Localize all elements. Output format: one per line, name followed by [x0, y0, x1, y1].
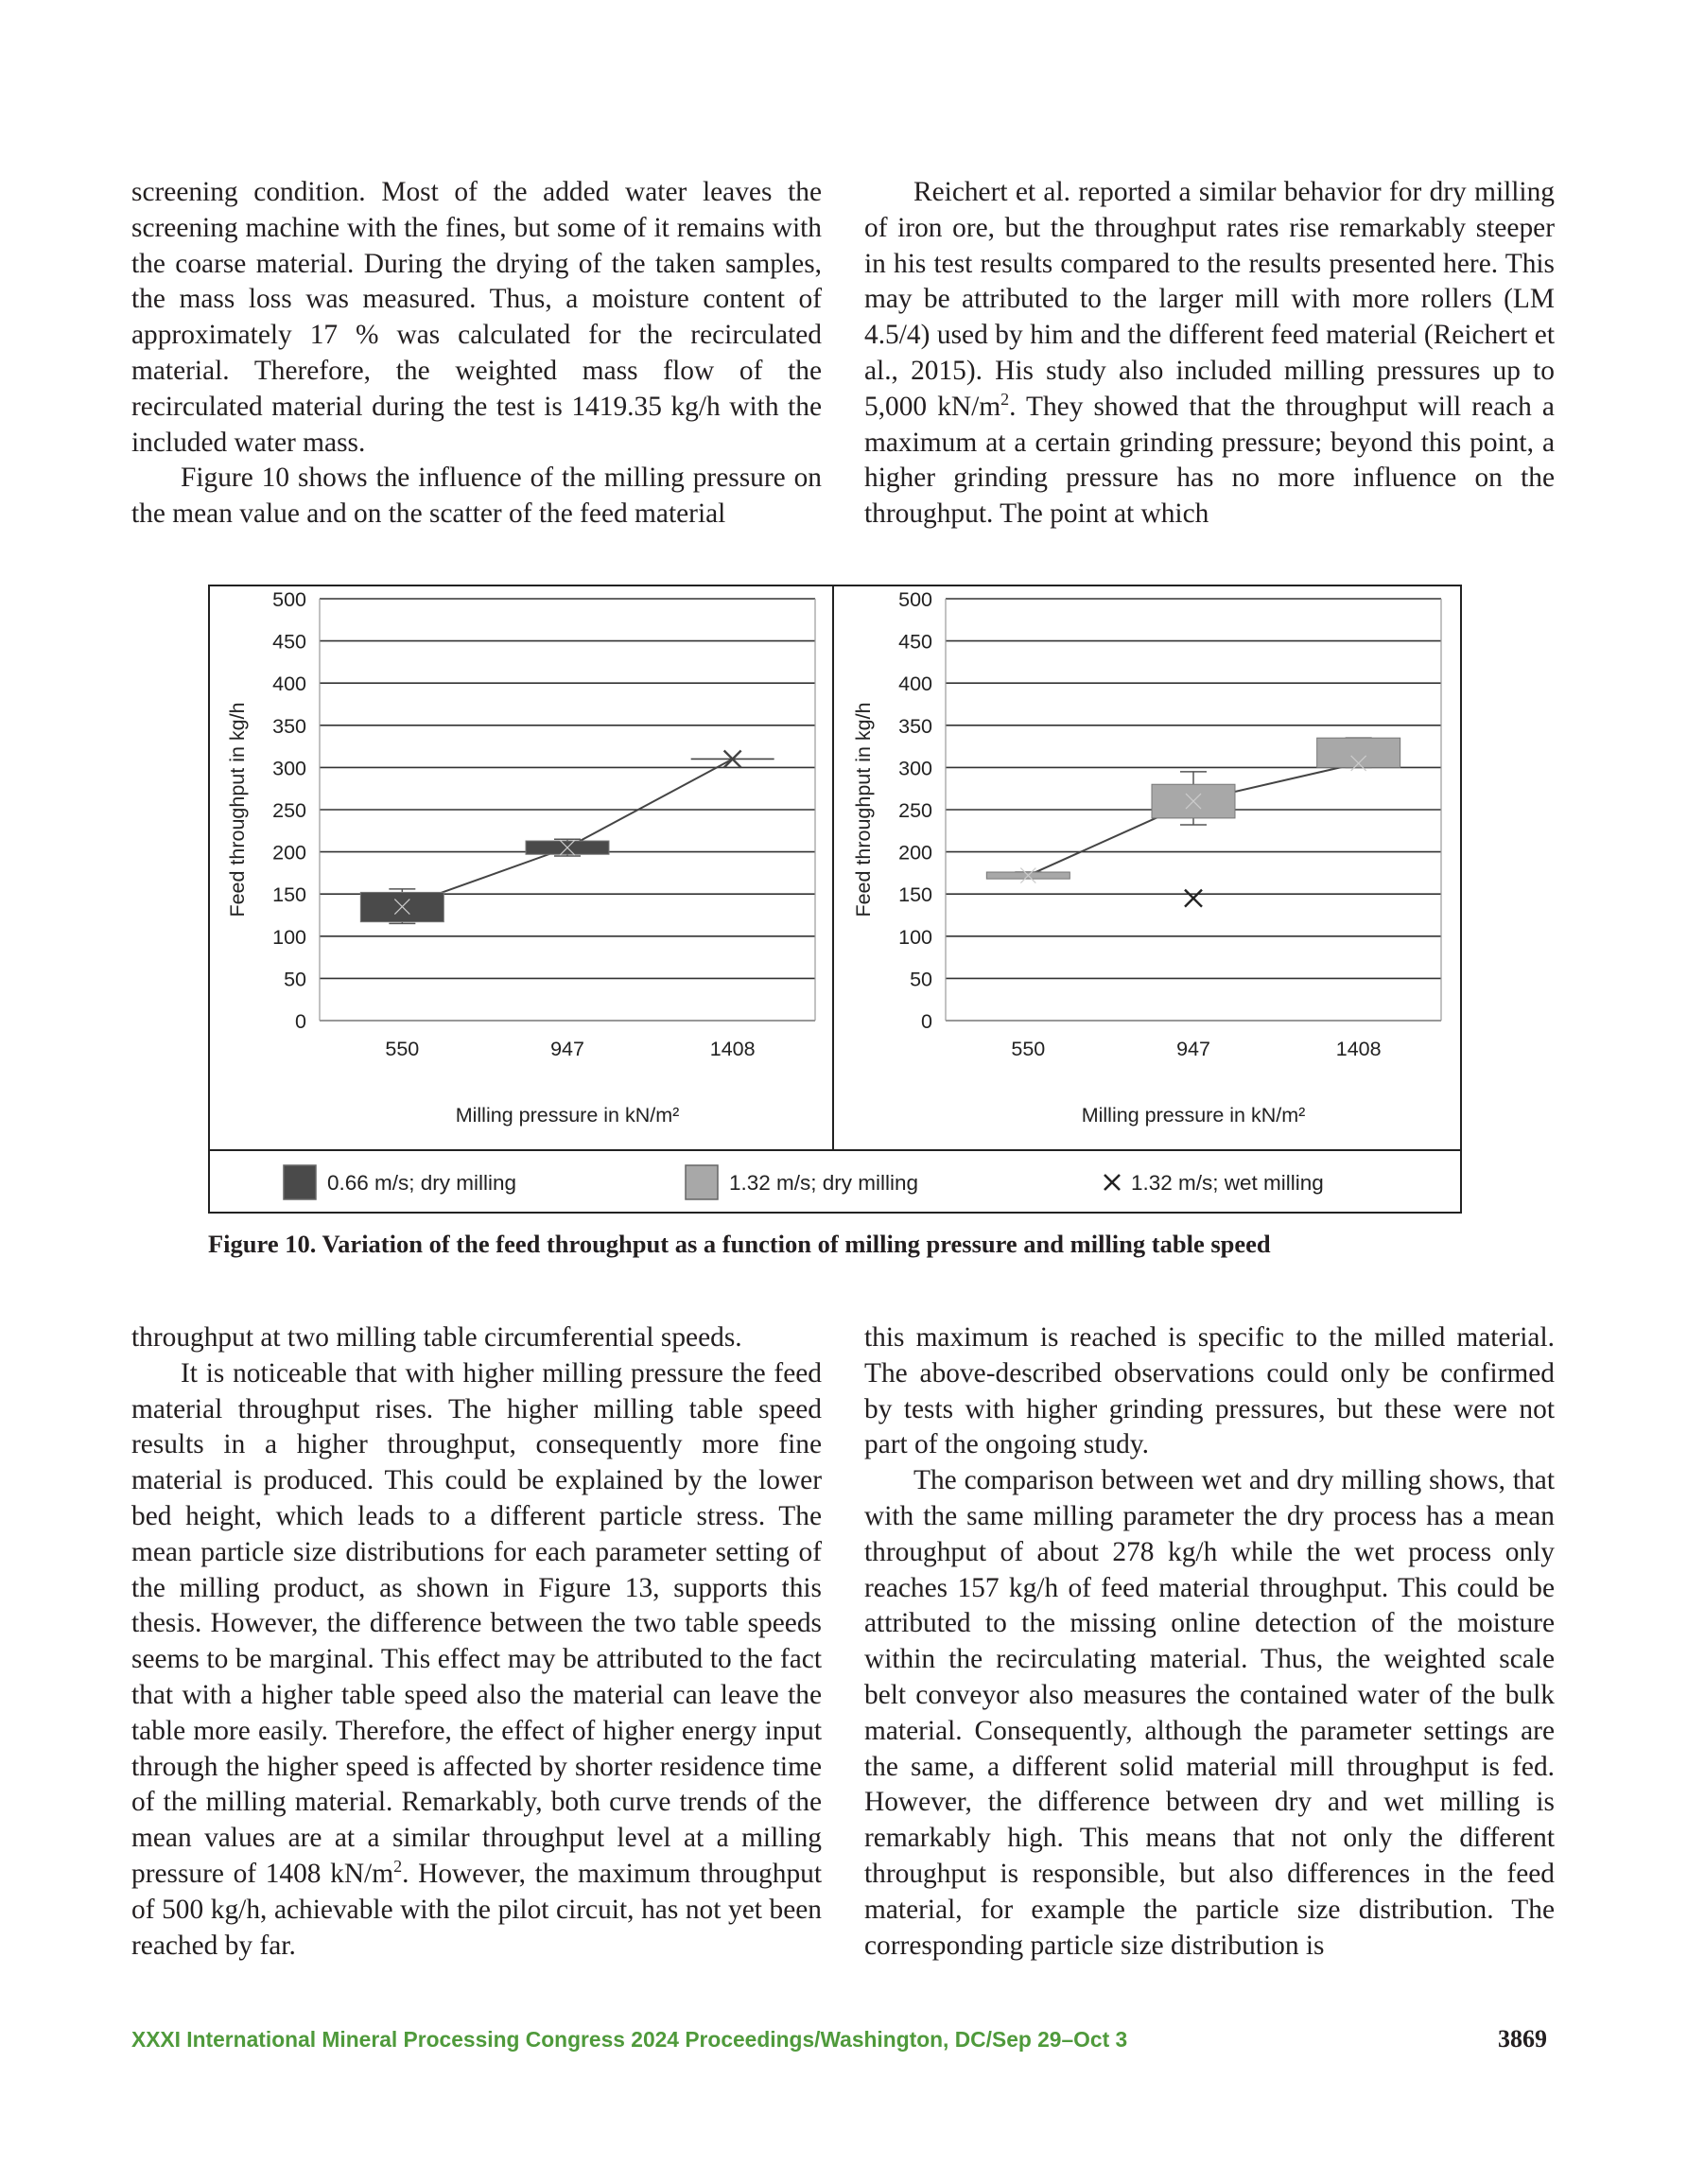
x-tick-label: 550: [1011, 1038, 1046, 1060]
x-axis-label: Milling pressure in kN/m²: [1081, 1104, 1306, 1127]
y-tick-label: 400: [898, 673, 932, 696]
y-tick-label: 300: [272, 757, 306, 780]
y-tick-label: 350: [898, 714, 932, 738]
y-tick-label: 0: [295, 1010, 306, 1033]
paragraph: Reichert et al. reported a similar behavior for dry milling of iron ore, but the throughput rates rise remarkably steeper in his test results compared to the results presented here. This may be attributed to the larger mill with more rollers (LM 4.5/4) used by him and the different feed material (Reichert et al., 2015). His study also included milling pressures up to 5,000 $kN/m^2$. They showed that the throughput will reach a maximum at a certain grinding pressure; beyond this point, a higher grinding pressure has no more influence on the throughput. The point at which: [864, 177, 1555, 530]
y-tick-label: 250: [272, 799, 306, 822]
y-tick-label: 100: [272, 925, 306, 949]
y-tick-label: 400: [272, 673, 306, 696]
paragraph: Figure 10 shows the influence of the milling pressure on the mean value and on the scatter of the feed material: [131, 463, 822, 530]
figure-10: [208, 585, 1462, 1214]
text-column-top-right: [864, 175, 1555, 533]
legend-label: 1.32 m/s; wet milling: [1131, 1171, 1324, 1195]
y-tick-label: 150: [898, 883, 932, 907]
y-axis-label: Feed throughput in kg/h: [226, 702, 249, 917]
x-tick-label: 1408: [1335, 1038, 1382, 1060]
y-tick-label: 50: [284, 968, 306, 991]
figure-10-chart: [208, 585, 1462, 1214]
legend-label: 1.32 m/s; dry milling: [729, 1171, 919, 1195]
footer-conference: XXXI International Mineral Processing Congress 2024 Proceedings/Washington, DC/Sep 29–Oct 3: [131, 2027, 1128, 2052]
y-tick-label: 200: [898, 841, 932, 865]
y-tick-label: 50: [910, 968, 932, 991]
y-tick-label: 500: [898, 588, 932, 611]
paragraph: this maximum is reached is specific to the milled material. The above-described observations could only be confirmed by tests with higher grinding pressures, but these were not part of the ongoing study.: [864, 1322, 1555, 1460]
paragraph: screening condition. Most of the added water leaves the screening machine with the fines, but some of it remains with the coarse material. During the drying of the taken samples, the mass loss was measured. Thus, a moisture content of approximately 17 % was calculated for the recirculated material. Therefore, the weighted mass flow of the recirculated material during the test is 1419.35 kg/h with the included water mass.: [131, 177, 822, 458]
y-tick-label: 450: [898, 630, 932, 654]
y-tick-label: 100: [898, 925, 932, 949]
y-tick-label: 350: [272, 714, 306, 738]
paragraph: It is noticeable that with higher milling pressure the feed material throughput rises. The higher milling table speed results in a higher throughput, consequently more fine material is produced. This could be explained by the lower bed height, which leads to a different particle stress. The mean particle size distributions for each parameter setting of the milling product, as shown in Figure 13, supports this thesis. However, the difference between the two table speeds seems to be marginal. This effect may be attributed to the fact that with a higher table speed also the material can leave the table more easily. Therefore, the effect of higher energy input through the higher speed is affected by shorter residence time of the milling material. Remarkably, both curve trends of the mean values are at a similar throughput level at a milling pressure of 1408 $kN/m^2$. However, the maximum throughput of 500 kg/h, achievable with the pilot circuit, has not yet been reached by far.: [131, 1357, 823, 1961]
legend-label: 0.66 m/s; dry milling: [327, 1171, 517, 1195]
x-tick-label: 550: [385, 1038, 420, 1060]
text-column-bottom-right: [864, 1320, 1555, 1964]
x-tick-label: 947: [1176, 1038, 1210, 1060]
y-tick-label: 150: [272, 883, 306, 907]
mean-trend-line: [402, 759, 732, 906]
y-tick-label: 0: [921, 1010, 932, 1033]
superscript: 2: [393, 1857, 403, 1877]
page-number: 3869: [1498, 2025, 1547, 2053]
y-tick-label: 200: [272, 841, 306, 865]
superscript: 2: [1000, 389, 1010, 409]
y-tick-label: 450: [272, 630, 306, 654]
y-axis-label: Feed throughput in kg/h: [852, 702, 875, 917]
paragraph: throughput at two milling table circumferential speeds.: [131, 1322, 742, 1353]
text-column-bottom-left: [131, 1320, 822, 1964]
legend-swatch: [686, 1165, 718, 1199]
y-tick-label: 500: [272, 588, 306, 611]
figure-caption: Figure 10. Variation of the feed throughput as a function of milling pressure and milling table speed: [208, 1230, 1271, 1258]
x-tick-label: 947: [550, 1038, 584, 1060]
legend-swatch: [284, 1165, 316, 1199]
y-tick-label: 250: [898, 799, 932, 822]
x-tick-label: 1408: [709, 1038, 756, 1060]
paragraph: The comparison between wet and dry milling shows, that with the same milling parameter the dry process has a mean throughput of about 278 kg/h while the wet process only reaches 157 kg/h of feed material throughput. This could be attributed to the missing online detection of the moisture within the recirculating material. Thus, the weighted scale belt conveyor also measures the contained water of the bulk material. Consequently, although the parameter settings are the same, a different solid material mill throughput is fed. However, the difference between dry and wet milling is remarkably high. This means that not only the different throughput is responsible, but also differences in the feed material, for example the particle size distribution. The corresponding particle size distribution is: [864, 1465, 1555, 1961]
text-column-top-left: [131, 175, 822, 533]
x-axis-label: Milling pressure in kN/m²: [455, 1104, 680, 1127]
y-tick-label: 300: [898, 757, 932, 780]
